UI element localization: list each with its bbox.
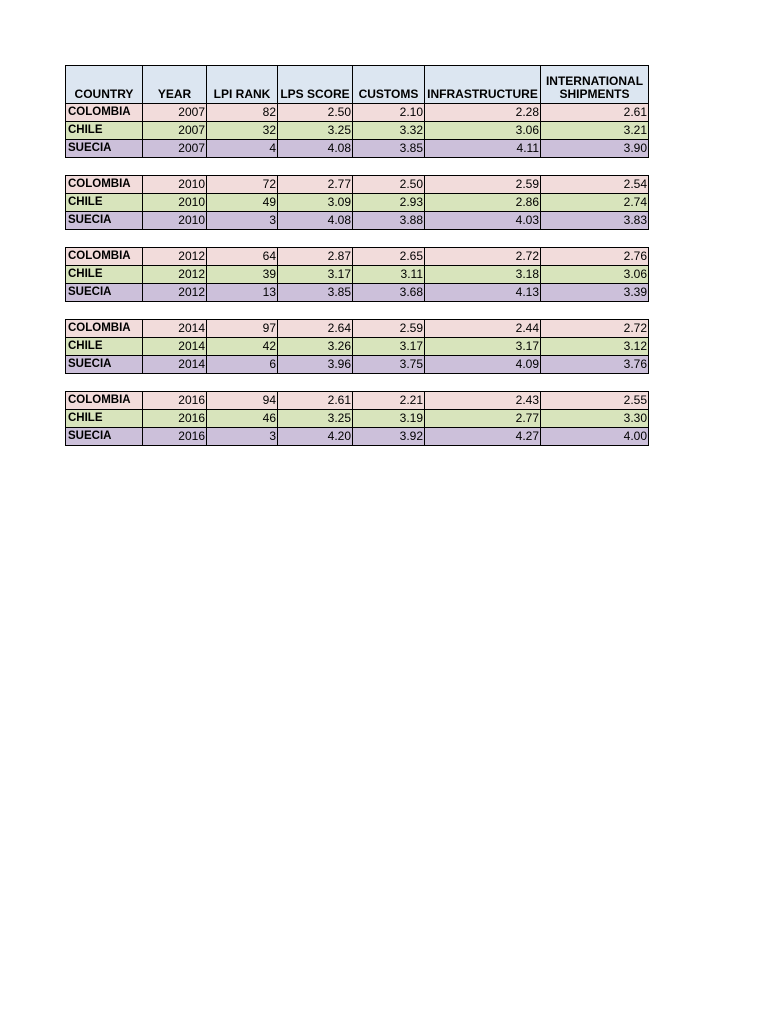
cell-lpi-rank[interactable]: 39 — [207, 266, 278, 284]
cell-year[interactable]: 2014 — [143, 356, 207, 374]
table-row — [66, 428, 649, 446]
cell-lps-score[interactable]: 2.77 — [278, 176, 353, 194]
lpi-table — [65, 65, 649, 446]
cell-lps-score[interactable]: 2.50 — [278, 104, 353, 122]
cell-customs[interactable]: 2.21 — [353, 392, 425, 410]
table-row — [66, 338, 649, 356]
cell-international-shipments[interactable]: 3.06 — [541, 266, 649, 284]
cell-lps-score[interactable]: 3.25 — [278, 122, 353, 140]
block-gap — [66, 302, 649, 320]
cell-lpi-rank[interactable]: 3 — [207, 428, 278, 446]
cell-lpi-rank[interactable]: 6 — [207, 356, 278, 374]
cell-country[interactable]: CHILE — [66, 122, 143, 140]
cell-infrastructure[interactable]: 4.13 — [425, 284, 541, 302]
cell-international-shipments[interactable]: 2.55 — [541, 392, 649, 410]
cell-year[interactable]: 2010 — [143, 194, 207, 212]
cell-year[interactable]: 2016 — [143, 392, 207, 410]
cell-year[interactable]: 2007 — [143, 140, 207, 158]
header-lpi-rank[interactable]: LPI RANK — [207, 66, 278, 104]
cell-lpi-rank[interactable]: 4 — [207, 140, 278, 158]
cell-lpi-rank[interactable]: 49 — [207, 194, 278, 212]
cell-lps-score[interactable]: 4.08 — [278, 140, 353, 158]
gap-cell — [66, 230, 649, 248]
cell-infrastructure[interactable]: 2.44 — [425, 320, 541, 338]
header-infrastructure[interactable]: INFRASTRUCTURE — [425, 66, 541, 104]
cell-infrastructure[interactable]: 2.86 — [425, 194, 541, 212]
cell-international-shipments[interactable]: 2.54 — [541, 176, 649, 194]
cell-customs[interactable]: 3.92 — [353, 428, 425, 446]
table-row — [66, 248, 649, 266]
table-row — [66, 104, 649, 122]
cell-lpi-rank[interactable]: 82 — [207, 104, 278, 122]
cell-country[interactable]: SUECIA — [66, 428, 143, 446]
cell-international-shipments[interactable]: 2.76 — [541, 248, 649, 266]
cell-customs[interactable]: 3.75 — [353, 356, 425, 374]
cell-lps-score[interactable]: 2.61 — [278, 392, 353, 410]
cell-country[interactable]: COLOMBIA — [66, 320, 143, 338]
cell-year[interactable]: 2012 — [143, 284, 207, 302]
cell-year[interactable]: 2010 — [143, 212, 207, 230]
table-row — [66, 320, 649, 338]
cell-international-shipments[interactable]: 3.12 — [541, 338, 649, 356]
cell-lpi-rank[interactable]: 3 — [207, 212, 278, 230]
cell-lpi-rank[interactable]: 46 — [207, 410, 278, 428]
cell-customs[interactable]: 2.10 — [353, 104, 425, 122]
cell-country[interactable]: SUECIA — [66, 140, 143, 158]
cell-lps-score[interactable]: 4.20 — [278, 428, 353, 446]
table-row — [66, 140, 649, 158]
table-row — [66, 284, 649, 302]
cell-customs[interactable]: 3.85 — [353, 140, 425, 158]
cell-year[interactable]: 2012 — [143, 248, 207, 266]
cell-lpi-rank[interactable]: 94 — [207, 392, 278, 410]
spreadsheet — [65, 65, 649, 446]
header-lps-score[interactable]: LPS SCORE — [278, 66, 353, 104]
cell-year[interactable]: 2007 — [143, 104, 207, 122]
cell-lpi-rank[interactable]: 32 — [207, 122, 278, 140]
cell-lpi-rank[interactable]: 64 — [207, 248, 278, 266]
table-row — [66, 356, 649, 374]
cell-lps-score[interactable]: 2.87 — [278, 248, 353, 266]
block-gap — [66, 158, 649, 176]
table-row — [66, 392, 649, 410]
cell-country[interactable]: CHILE — [66, 266, 143, 284]
cell-country[interactable]: SUECIA — [66, 212, 143, 230]
header-country[interactable]: COUNTRY — [66, 66, 143, 104]
cell-customs[interactable]: 3.19 — [353, 410, 425, 428]
cell-international-shipments[interactable]: 3.76 — [541, 356, 649, 374]
cell-customs[interactable]: 2.65 — [353, 248, 425, 266]
cell-infrastructure[interactable]: 2.28 — [425, 104, 541, 122]
cell-year[interactable]: 2016 — [143, 410, 207, 428]
cell-infrastructure[interactable]: 3.17 — [425, 338, 541, 356]
table-row — [66, 266, 649, 284]
cell-customs[interactable]: 3.32 — [353, 122, 425, 140]
cell-infrastructure[interactable]: 4.11 — [425, 140, 541, 158]
cell-infrastructure[interactable]: 3.18 — [425, 266, 541, 284]
cell-lps-score[interactable]: 2.64 — [278, 320, 353, 338]
cell-customs[interactable]: 2.59 — [353, 320, 425, 338]
table-row — [66, 194, 649, 212]
cell-customs[interactable]: 2.50 — [353, 176, 425, 194]
block-gap — [66, 374, 649, 392]
header-year[interactable]: YEAR — [143, 66, 207, 104]
cell-customs[interactable]: 3.11 — [353, 266, 425, 284]
cell-lps-score[interactable]: 3.96 — [278, 356, 353, 374]
cell-year[interactable]: 2012 — [143, 266, 207, 284]
cell-country[interactable]: COLOMBIA — [66, 392, 143, 410]
cell-year[interactable]: 2016 — [143, 428, 207, 446]
cell-infrastructure[interactable]: 4.09 — [425, 356, 541, 374]
cell-year[interactable]: 2010 — [143, 176, 207, 194]
cell-infrastructure[interactable]: 2.72 — [425, 248, 541, 266]
cell-year[interactable]: 2007 — [143, 122, 207, 140]
cell-lps-score[interactable]: 3.85 — [278, 284, 353, 302]
cell-year[interactable]: 2014 — [143, 320, 207, 338]
cell-infrastructure[interactable]: 4.27 — [425, 428, 541, 446]
cell-country[interactable]: SUECIA — [66, 284, 143, 302]
cell-country[interactable]: CHILE — [66, 410, 143, 428]
cell-infrastructure[interactable]: 4.03 — [425, 212, 541, 230]
cell-country[interactable]: CHILE — [66, 194, 143, 212]
cell-lps-score[interactable]: 3.26 — [278, 338, 353, 356]
cell-infrastructure[interactable]: 2.59 — [425, 176, 541, 194]
table-row — [66, 122, 649, 140]
cell-international-shipments[interactable]: 3.39 — [541, 284, 649, 302]
cell-international-shipments[interactable]: 2.61 — [541, 104, 649, 122]
cell-lpi-rank[interactable]: 72 — [207, 176, 278, 194]
cell-international-shipments[interactable]: 3.90 — [541, 140, 649, 158]
gap-cell — [66, 158, 649, 176]
cell-international-shipments[interactable]: 3.21 — [541, 122, 649, 140]
cell-customs[interactable]: 3.88 — [353, 212, 425, 230]
cell-infrastructure[interactable]: 2.77 — [425, 410, 541, 428]
cell-international-shipments[interactable]: 2.74 — [541, 194, 649, 212]
table-row — [66, 410, 649, 428]
cell-customs[interactable]: 2.93 — [353, 194, 425, 212]
header-customs[interactable]: CUSTOMS — [353, 66, 425, 104]
header-row — [66, 66, 649, 104]
cell-year[interactable]: 2014 — [143, 338, 207, 356]
cell-country[interactable]: CHILE — [66, 338, 143, 356]
gap-cell — [66, 302, 649, 320]
cell-infrastructure[interactable]: 2.43 — [425, 392, 541, 410]
cell-lps-score[interactable]: 3.17 — [278, 266, 353, 284]
gap-cell — [66, 374, 649, 392]
cell-international-shipments[interactable]: 2.72 — [541, 320, 649, 338]
cell-country[interactable]: COLOMBIA — [66, 104, 143, 122]
table-row — [66, 176, 649, 194]
cell-lpi-rank[interactable]: 13 — [207, 284, 278, 302]
cell-country[interactable]: SUECIA — [66, 356, 143, 374]
cell-lpi-rank[interactable]: 42 — [207, 338, 278, 356]
cell-customs[interactable]: 3.68 — [353, 284, 425, 302]
cell-international-shipments[interactable]: 3.30 — [541, 410, 649, 428]
table-body — [66, 104, 649, 446]
cell-country[interactable]: COLOMBIA — [66, 176, 143, 194]
cell-lpi-rank[interactable]: 97 — [207, 320, 278, 338]
header-international-shipments[interactable]: INTERNATIONAL SHIPMENTS — [541, 66, 649, 104]
cell-lps-score[interactable]: 3.25 — [278, 410, 353, 428]
cell-international-shipments[interactable]: 4.00 — [541, 428, 649, 446]
block-gap — [66, 230, 649, 248]
cell-international-shipments[interactable]: 3.83 — [541, 212, 649, 230]
cell-lps-score[interactable]: 3.09 — [278, 194, 353, 212]
cell-infrastructure[interactable]: 3.06 — [425, 122, 541, 140]
table-row — [66, 212, 649, 230]
cell-customs[interactable]: 3.17 — [353, 338, 425, 356]
cell-country[interactable]: COLOMBIA — [66, 248, 143, 266]
cell-lps-score[interactable]: 4.08 — [278, 212, 353, 230]
